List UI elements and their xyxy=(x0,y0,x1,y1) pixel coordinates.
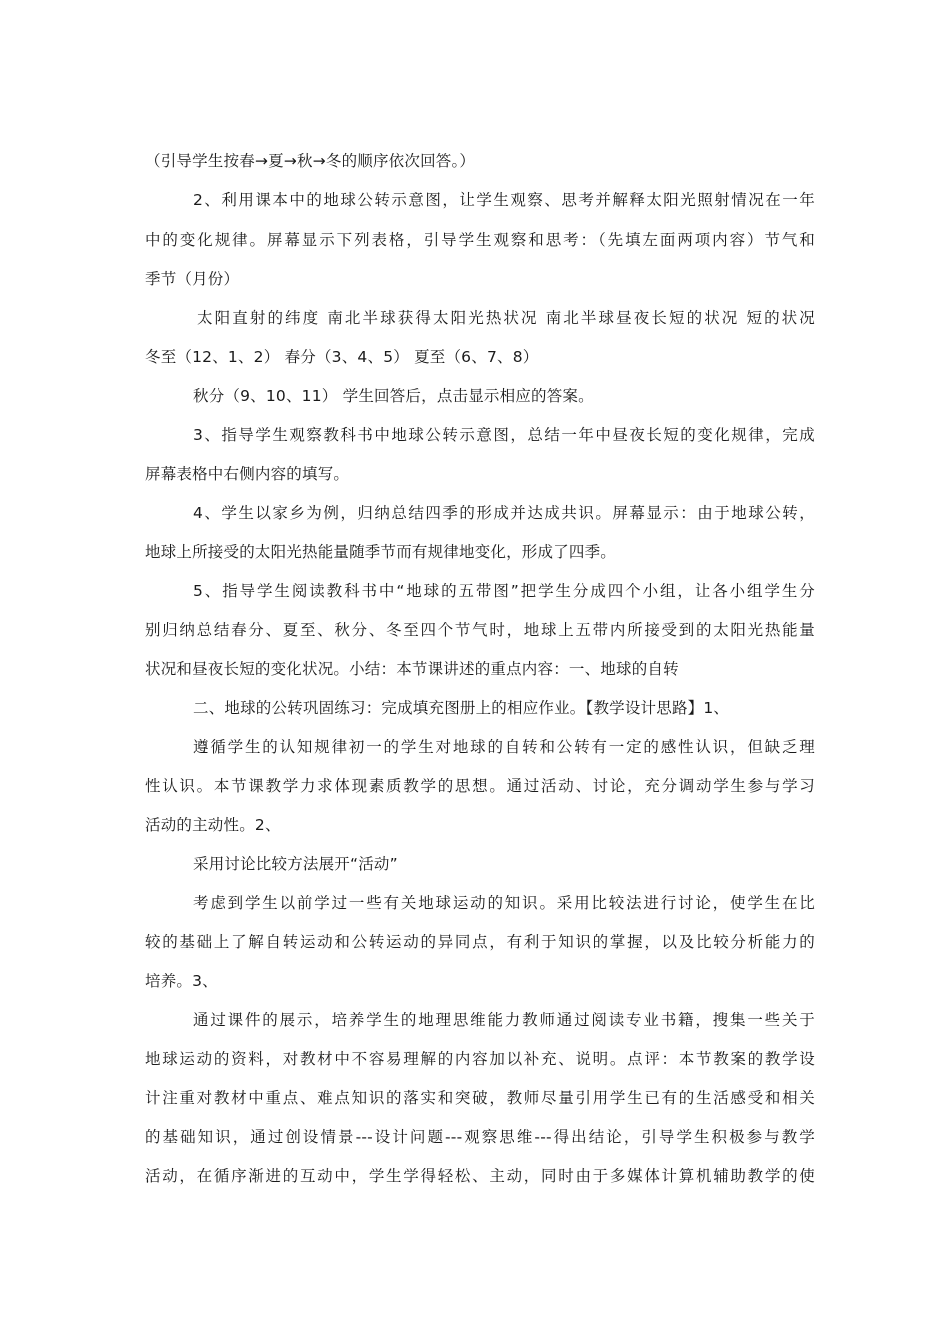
text-line-18: 活动的主动性。2、 xyxy=(145,816,281,834)
text-line-5: 太阳直射的纬度 南北半球获得太阳光热状况 南北半球昼夜长短的状况 短的状况 xyxy=(197,309,815,327)
text-line-1: （引导学生按春→夏→秋→冬的顺序依次回答。） xyxy=(145,152,476,170)
text-line-23: 通过课件的展示，培养学生的地理思维能力教师通过阅读专业书籍，搜集一些关于 xyxy=(193,1011,815,1029)
text-line-15: 二、地球的公转巩固练习：完成填充图册上的相应作业。【教学设计思路】1、 xyxy=(193,699,730,717)
text-line-26: 的基础知识，通过创设情景---设计问题---观察思维---得出结论，引导学生积极参与教学 xyxy=(145,1128,815,1146)
text-line-9: 屏幕表格中右侧内容的填写。 xyxy=(145,465,350,483)
text-line-13: 别归纳总结春分、夏至、秋分、冬至四个节气时，地球上五带内所接受到的太阳光热能量 xyxy=(145,621,815,639)
text-line-27: 活动，在循序渐进的互动中，学生学得轻松、主动，同时由于多媒体计算机辅助教学的使 xyxy=(145,1167,815,1185)
text-line-24: 地球运动的资料，对教材中不容易理解的内容加以补充、说明。点评：本节教案的教学设 xyxy=(145,1050,815,1068)
text-line-8: 3、指导学生观察教科书中地球公转示意图，总结一年中昼夜长短的变化规律，完成 xyxy=(193,426,815,444)
text-line-12: 5、指导学生阅读教科书中“地球的五带图”把学生分成四个小组，让各小组学生分 xyxy=(193,582,815,600)
text-line-10: 4、学生以家乡为例，归纳总结四季的形成并达成共识。屏幕显示：由于地球公转， xyxy=(193,504,815,522)
text-line-4: 季节（月份） xyxy=(145,270,240,288)
text-line-21: 较的基础上了解自转运动和公转运动的异同点，有利于知识的掌握，以及比较分析能力的 xyxy=(145,933,815,951)
text-line-2: 2、利用课本中的地球公转示意图，让学生观察、思考并解释太阳光照射情况在一年 xyxy=(193,191,815,209)
text-line-19: 采用讨论比较方法展开“活动” xyxy=(193,855,398,873)
text-line-3: 中的变化规律。屏幕显示下列表格，引导学生观察和思考：（先填左面两项内容）节气和 xyxy=(145,231,815,249)
text-line-25: 计注重对教材中重点、难点知识的落实和突破，教师尽量引用学生已有的生活感受和相关 xyxy=(145,1089,815,1107)
text-line-6: 冬至（12、1、2） 春分（3、4、5） 夏至（6、7、8） xyxy=(145,348,539,366)
text-line-16: 遵循学生的认知规律初一的学生对地球的自转和公转有一定的感性认识，但缺乏理 xyxy=(193,738,815,756)
text-line-20: 考虑到学生以前学过一些有关地球运动的知识。采用比较法进行讨论，使学生在比 xyxy=(193,894,815,912)
text-line-11: 地球上所接受的太阳光热能量随季节而有规律地变化，形成了四季。 xyxy=(145,543,617,561)
text-line-7: 秋分（9、10、11） 学生回答后，点击显示相应的答案。 xyxy=(193,387,594,405)
text-line-17: 性认识。本节课教学力求体现素质教学的思想。通过活动、讨论，充分调动学生参与学习 xyxy=(145,777,815,795)
text-line-14: 状况和昼夜长短的变化状况。小结：本节课讲述的重点内容：一、地球的自转 xyxy=(145,660,679,678)
text-line-22: 培养。3、 xyxy=(145,972,218,990)
